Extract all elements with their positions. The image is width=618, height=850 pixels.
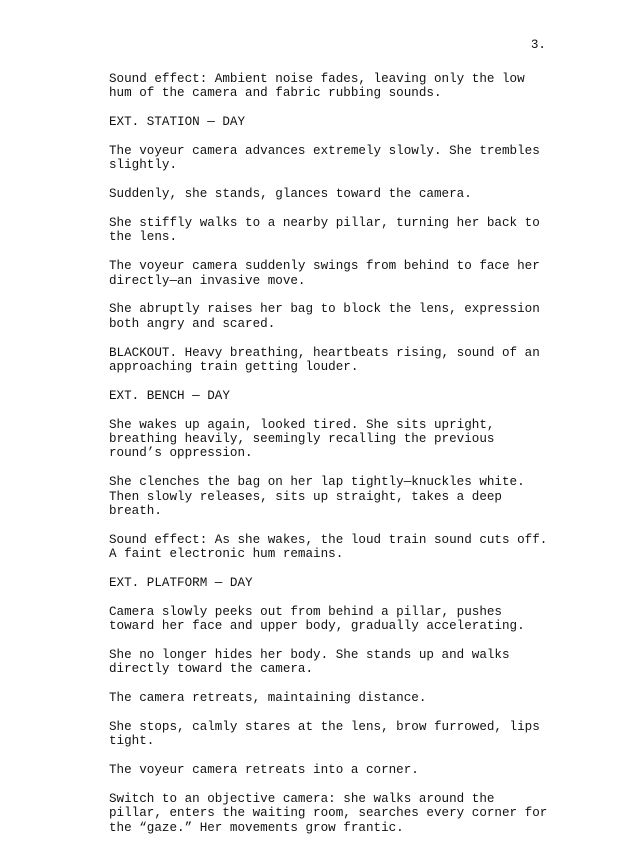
script-body xyxy=(109,72,549,850)
page-number: 3. xyxy=(530,38,546,52)
action-line: The camera retreats, maintaining distance. xyxy=(109,691,427,706)
action-line: She abruptly raises her bag to block the lens, expression both angry and scared. xyxy=(109,302,540,331)
action-line: The voyeur camera advances extremely slowly. She trembles slightly. xyxy=(109,144,540,173)
action-line: Sound effect: As she wakes, the loud train sound cuts off. A faint electronic hum remains. xyxy=(109,532,548,562)
action-line: The voyeur camera retreats into a corner. xyxy=(109,763,419,778)
action-line: She clenches the bag on her lap tightly—knuckles white. Then slowly releases, sits up straight, takes a deep breath. xyxy=(109,475,525,519)
scene-heading: EXT. BENCH — DAY xyxy=(109,388,230,403)
action-line: Switch to an objective camera: she walks around the pillar, enters the waiting room, searches every corner for the “gaze.” Her movements grow frantic. xyxy=(109,792,548,835)
action-line: Suddenly, she stands, glances toward the camera. xyxy=(109,187,472,202)
action-line: The voyeur camera suddenly swings from behind to face her directly—an invasive move. xyxy=(109,259,540,288)
action-line: BLACKOUT. Heavy breathing, heartbeats rising, sound of an approaching train getting louder. xyxy=(109,345,540,375)
action-line: She stiffly walks to a nearby pillar, turning her back to the lens. xyxy=(109,216,540,245)
scene-heading: EXT. PLATFORM — DAY xyxy=(109,576,253,591)
action-line: Sound effect: Ambient noise fades, leaving only the low hum of the camera and fabric rubbing sounds. xyxy=(109,72,525,101)
action-line: She no longer hides her body. She stands up and walks directly toward the camera. xyxy=(109,648,510,677)
action-line: She wakes up again, looked tired. She sits upright, breathing heavily, seemingly recalling the previous round’s oppression. xyxy=(109,417,495,461)
action-line: She stops, calmly stares at the lens, brow furrowed, lips tight. xyxy=(109,720,540,749)
action-line: Camera slowly peeks out from behind a pillar, pushes toward her face and upper body, gradually accelerating. xyxy=(109,604,525,634)
scene-heading: EXT. STATION — DAY xyxy=(109,115,246,130)
